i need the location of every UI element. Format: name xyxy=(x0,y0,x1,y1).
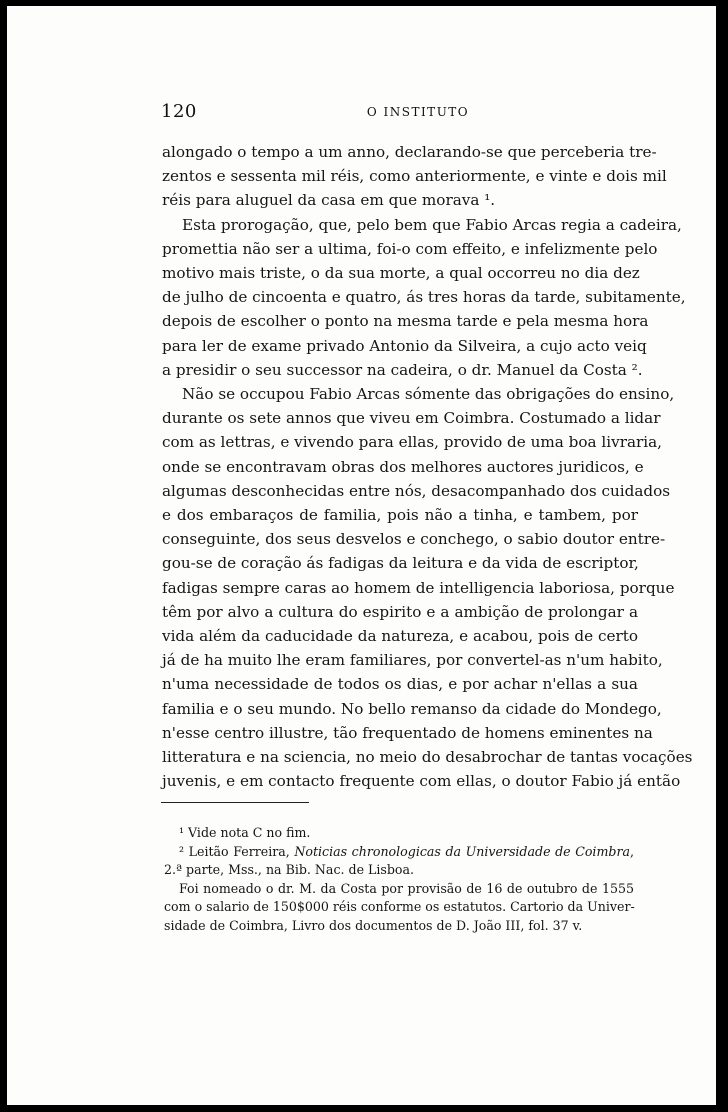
footnotes xyxy=(164,824,634,936)
text-line: de julho de cincoenta e quatro, ás tres horas da tarde, subitamente, xyxy=(162,288,686,307)
text-line: litteratura e na sciencia, no meio do desabrochar de tantas vocações xyxy=(162,748,693,767)
text-line: durante os sete annos que viveu em Coimbra. Costumado a lidar xyxy=(162,409,661,428)
text-line: vida além da caducidade da natureza, e acabou, pois de certo xyxy=(162,627,638,646)
footnote-divider xyxy=(161,802,309,803)
text-line: com as lettras, e vivendo para ellas, provido de uma boa livraria, xyxy=(162,433,663,452)
text-line: motivo mais triste, o da sua morte, a qual occorreu no dia dez xyxy=(162,264,640,283)
footnote-3-line: sidade de Coimbra, Livro dos documentos de D. João III, fol. 37 v. xyxy=(164,917,583,933)
page-header xyxy=(161,101,647,125)
text-line: onde se encontravam obras dos melhores auctores juridicos, e xyxy=(162,457,644,476)
text-line: depois de escolher o ponto na mesma tarde e pela mesma hora xyxy=(162,312,649,331)
text-line: e dos embaraços de familia, pois não a tinha, e tambem, por xyxy=(162,506,638,525)
footnote-2-continued: 2.ª parte, Mss., na Bib. Nac. de Lisboa. xyxy=(164,862,415,878)
text-line: réis para aluguel da casa em que morava ¹. xyxy=(162,191,496,210)
text-line: têm por alvo a cultura do espirito e a ambição de prolongar a xyxy=(162,602,638,621)
text-line: promettia não ser a ultima, foi-o com effeito, e infelizmente pelo xyxy=(162,239,658,258)
text-line: algumas desconhecidas entre nós, desacompanhado dos cuidados xyxy=(162,481,671,500)
running-title: O INSTITUTO xyxy=(366,105,470,119)
text-line: a presidir o seu successor na cadeira, o dr. Manuel da Costa ². xyxy=(162,360,643,379)
text-line: Esta prorogação, que, pelo bem que Fabio Arcas regia a cadeira, xyxy=(182,215,682,234)
text-line: já de ha muito lhe eram familiares, por convertel-as n'um habito, xyxy=(162,651,663,670)
text-line: familia e o seu mundo. No bello remanso da cidade do Mondego, xyxy=(162,699,662,718)
footnote-2-title: Noticias chronologicas da Universidade de Coimbra xyxy=(294,843,630,859)
text-line: zentos e sessenta mil réis, como anteriormente, e vinte e dois mil xyxy=(162,167,667,186)
book-page xyxy=(7,6,716,1105)
footnote-2-punct: , xyxy=(629,843,634,859)
text-line: fadigas sempre caras ao homem de intelligencia laboriosa, porque xyxy=(162,578,675,597)
text-line: Não se occupou Fabio Arcas sómente das obrigações do ensino, xyxy=(182,385,675,404)
text-line: n'esse centro illustre, tão frequentado de homens eminentes na xyxy=(162,723,653,742)
footnote-1: ¹ Vide nota C no fim. xyxy=(179,825,311,840)
footnote-3-line: com o salario de 150$000 réis conforme os estatutos. Cartorio da Univer- xyxy=(164,899,635,915)
footnote-3-line: Foi nomeado o dr. M. da Costa por provisão de 16 de outubro de 1555 xyxy=(179,880,634,896)
text-line: juvenis, e em contacto frequente com ellas, o doutor Fabio já então xyxy=(162,772,681,791)
text-line: alongado o tempo a um anno, declarando-se que perceberia tre- xyxy=(162,143,657,161)
body-text xyxy=(162,140,693,793)
text-line: gou-se de coração ás fadigas da leitura e da vida de escriptor, xyxy=(162,554,639,573)
text-line: n'uma necessidade de todos os dias, e por achar n'ellas a sua xyxy=(162,675,638,694)
page-number: 120 xyxy=(161,101,197,122)
footnote-2-text: ² Leitão Ferreira, xyxy=(179,843,295,859)
text-line: para ler de exame privado Antonio da Silveira, a cujo acto veiq xyxy=(162,336,647,355)
text-line: conseguinte, dos seus desvelos e conchego, o sabio doutor entre- xyxy=(162,530,666,549)
footnote-2 xyxy=(164,843,634,862)
